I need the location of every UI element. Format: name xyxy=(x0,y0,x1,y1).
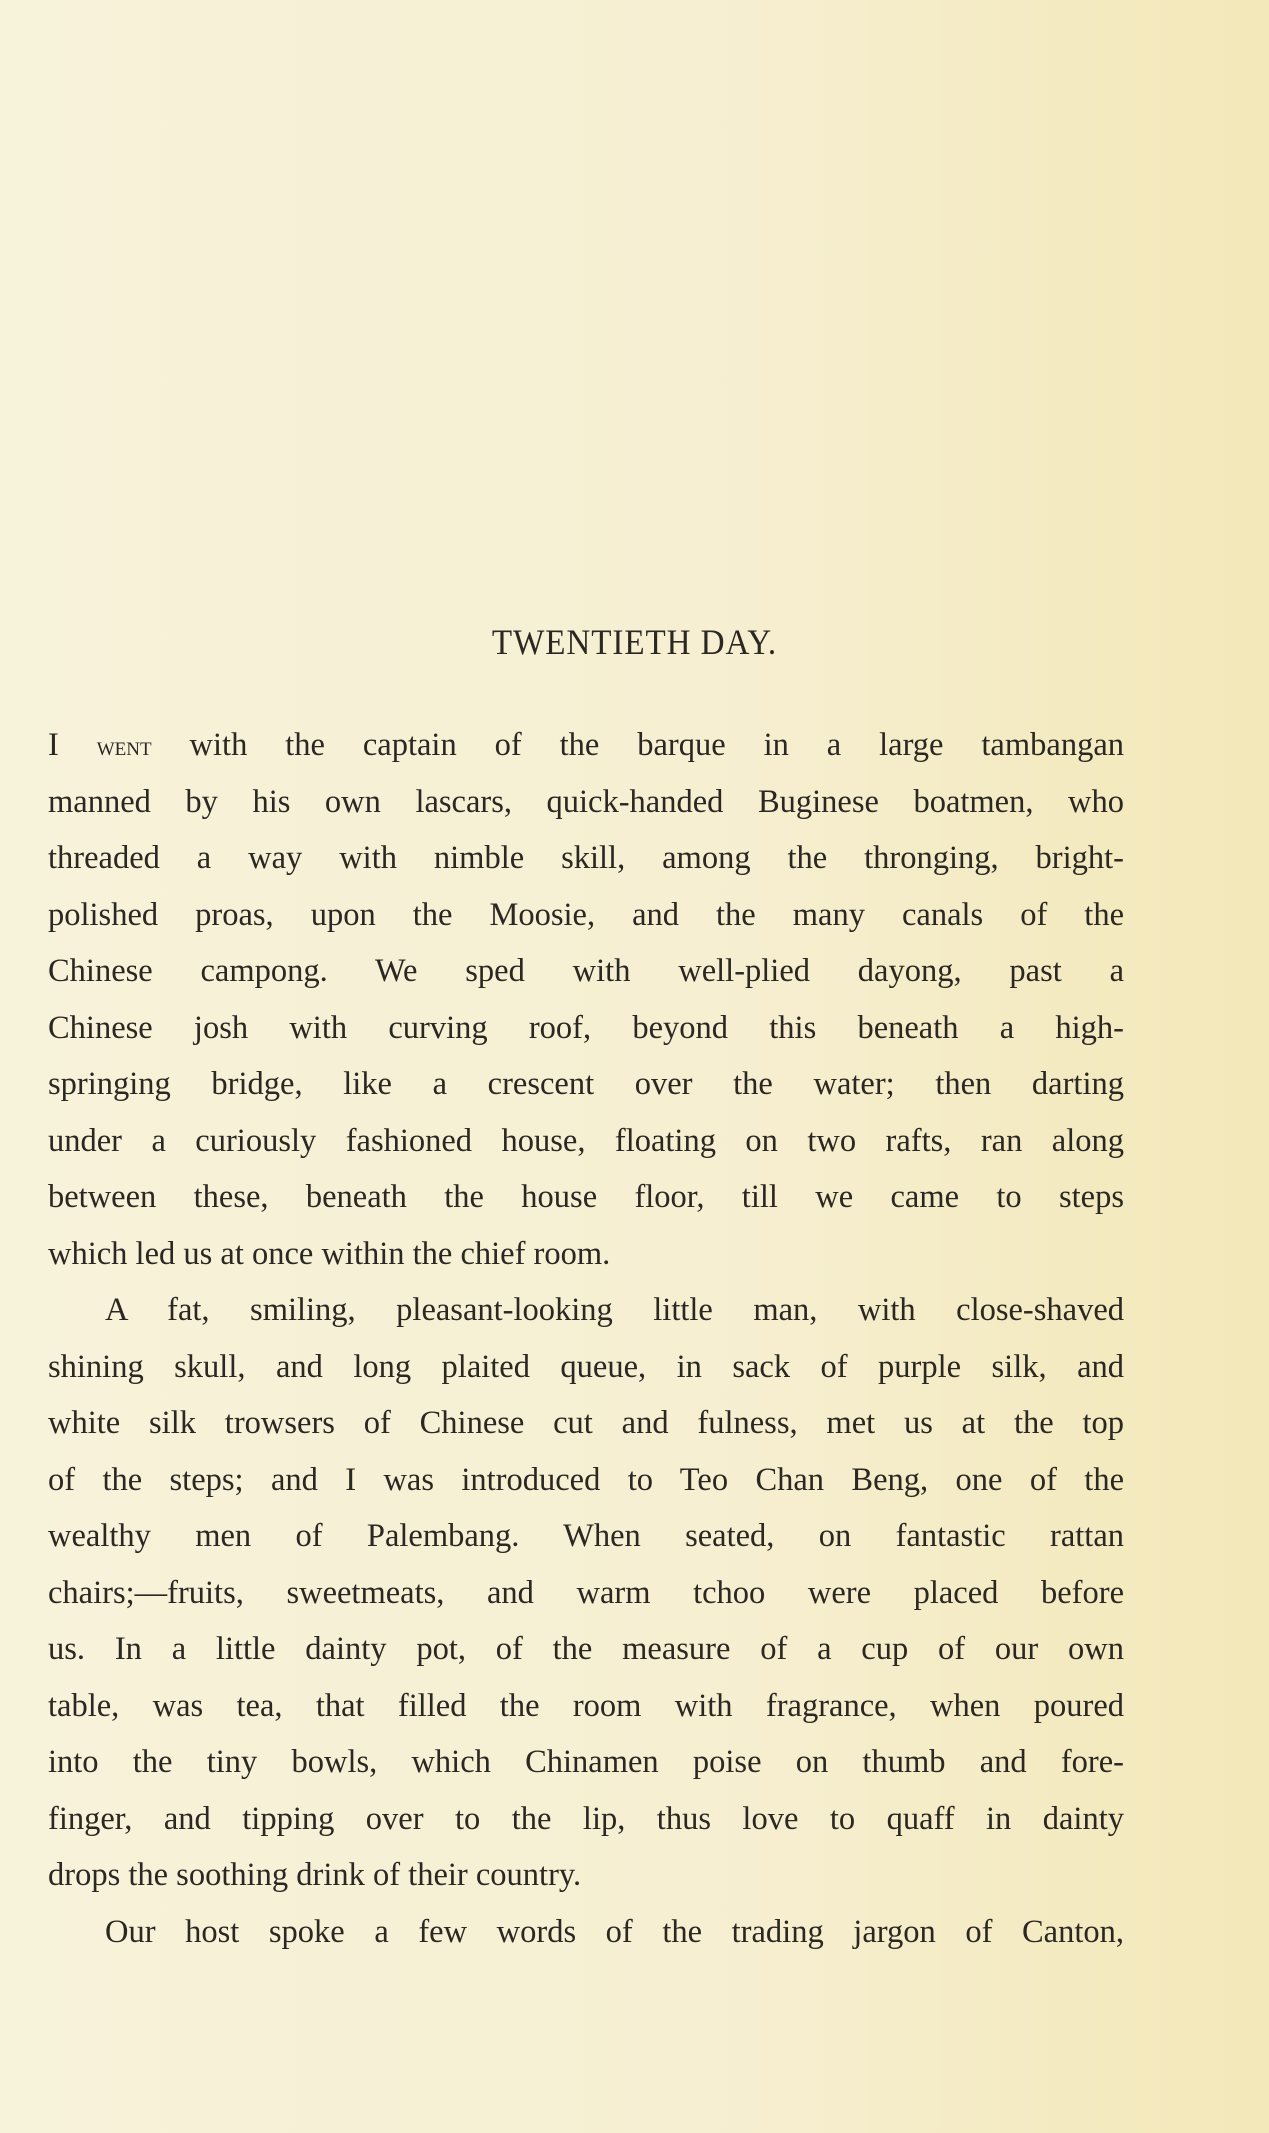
text-line xyxy=(48,717,1124,774)
chapter-heading: TWENTIETH DAY. xyxy=(491,622,778,662)
text-line: white silk trowsers of Chinese cut and fulness, met us at the top xyxy=(48,1405,1124,1441)
text-line: manned by his own lascars, quick-handed Buginese boatmen, who xyxy=(48,783,1124,820)
text-line: us. In a little dainty pot, of the measure of a cup of our own xyxy=(48,1631,1124,1667)
line-text: with the captain of the barque in a large tambangan xyxy=(189,727,1124,763)
text-line: drops the soothing drink of their country. xyxy=(48,1857,582,1893)
text-line: chairs;—fruits, sweetmeats, and warm tchoo were placed before xyxy=(48,1574,1124,1611)
body-text xyxy=(48,717,1124,1960)
text-line: Our host spoke a few words of the trading jargon of Canton, xyxy=(105,1913,1124,1950)
small-caps-word: went xyxy=(96,730,152,761)
text-line: A fat, smiling, pleasant-looking little man, with close-shaved xyxy=(105,1292,1124,1328)
text-line: wealthy men of Palembang. When seated, on fantastic rattan xyxy=(48,1518,1124,1554)
text-line: which led us at once within the chief room. xyxy=(48,1235,611,1272)
text-line: Chinese campong. We sped with well-plied dayong, past a xyxy=(48,953,1124,989)
text-line: of the steps; and I was introduced to Teo Chan Beng, one of the xyxy=(48,1461,1124,1498)
text-line: between these, beneath the house floor, till we came to steps xyxy=(48,1179,1124,1215)
text-line: shining skull, and long plaited queue, in sack of purple silk, and xyxy=(48,1348,1124,1385)
text-line: under a curiously fashioned house, floating on two rafts, ran along xyxy=(48,1122,1124,1159)
drop-word: I xyxy=(48,727,59,763)
text-line: into the tiny bowls, which Chinamen poise on thumb and fore- xyxy=(48,1744,1124,1780)
text-line: table, was tea, that filled the room with fragrance, when poured xyxy=(48,1687,1124,1724)
text-line: springing bridge, like a crescent over the water; then darting xyxy=(48,1066,1124,1102)
text-line: Chinese josh with curving roof, beyond this beneath a high- xyxy=(48,1009,1124,1046)
text-line: finger, and tipping over to the lip, thus love to quaff in dainty xyxy=(48,1800,1124,1837)
text-line: threaded a way with nimble skill, among the thronging, bright- xyxy=(48,840,1124,876)
text-line: polished proas, upon the Moosie, and the many canals of the xyxy=(48,896,1124,933)
